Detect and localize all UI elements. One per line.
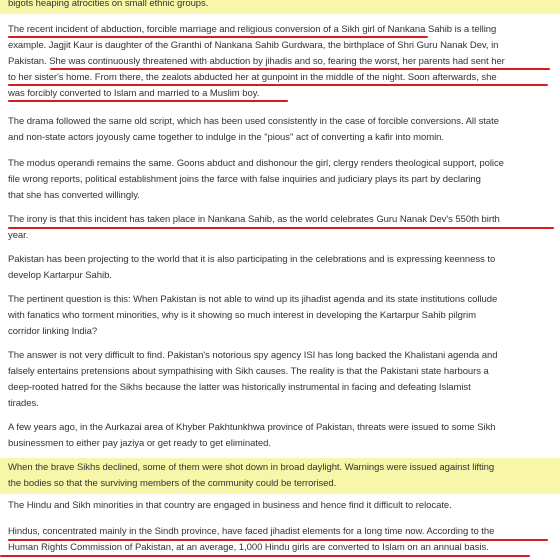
highlighted-paragraph: [0, 458, 560, 494]
red-underline: [8, 100, 288, 102]
text-line: tirades.: [8, 398, 39, 409]
text-line: The drama followed the same old script, which has been used consistently in the case of forcible conversions. All state: [8, 116, 499, 127]
text-line: A few years ago, in the Aurkazai area of Khyber Pakhtunkhwa province of Pakistan, threats were issued to some Sikh: [8, 422, 496, 433]
text-line: example. Jagjit Kaur is daughter of the Granthi of Nankana Sahib Gurdwara, the birthplace of Shri Guru Nanak Dev, in: [8, 40, 499, 51]
text-line: corridor linking India?: [8, 326, 98, 337]
red-underline: [0, 555, 530, 557]
text-line: and non-state actors joyously came together to indulge in the "pious" act of converting a kafir into momin.: [8, 132, 444, 143]
text-line: file wrong reports, political establishment joins the farce with false inquiries and judiciary plays its part by declaring: [8, 174, 481, 185]
article-paragraph: [8, 22, 554, 102]
red-underline: [8, 36, 428, 38]
text-line: to her sister's home. From there, the zealots abducted her at gunpoint in the middle of the night. Soon afterwards, she: [8, 72, 497, 83]
text-line: The pertinent question is this: When Pakistan is not able to wind up its jihadist agenda and its state institutions collude: [8, 294, 498, 305]
text-line: The modus operandi remains the same. Goons abduct and dishonour the girl, clergy renders theological support, police: [8, 158, 504, 169]
red-underline: [50, 68, 550, 70]
text-line: was forcibly converted to Islam and married to a Muslim boy.: [8, 88, 260, 99]
text-line: businessmen to either pay jaziya or get ready to get eliminated.: [8, 438, 271, 449]
text-line: The answer is not very difficult to find. Pakistan's notorious spy agency ISI has long backed the Khalistani agenda and: [8, 350, 498, 361]
text-line: Human Rights Commission of Pakistan, at an average, 1,000 Hindu girls are converted to Islam on an annual basis.: [8, 542, 489, 553]
text-line: deep-rooted hatred for the Sikhs because the latter was historically instrumental in facing and defeating Islamist: [8, 382, 471, 393]
red-underline: [8, 539, 548, 541]
text-line: The recent incident of abduction, forcible marriage and religious conversion of a Sikh girl of Nankana Sahib is a telling: [8, 24, 497, 35]
text-line: that she has converted willingly.: [8, 190, 140, 201]
red-underline: [8, 227, 554, 229]
text-line: falsely entertains pretensions about sympathising with Sikh causes. The reality is that the Pakistani state harbours a: [8, 366, 489, 377]
text-line: with fanatics who torment minorities, why is it showing so much interest in developing the Kartarpur Sahib pilgrim: [8, 310, 476, 321]
article-paragraph: [8, 420, 554, 452]
text-line: bigots heaping atrocities on small ethnic groups.: [8, 0, 209, 9]
article-paragraph: [8, 292, 554, 340]
text-line: Pakistan. She was continuously threatened with abduction by jihadis and so, fearing the worst, her parents had sent her: [8, 56, 505, 67]
text-line: develop Kartarpur Sahib.: [8, 270, 112, 281]
text-line: Hindus, concentrated mainly in the Sindh province, have faced jihadist elements for a long time now. According to the: [8, 526, 495, 537]
article-paragraph: [8, 252, 554, 284]
article-paragraph: [8, 348, 554, 412]
text-line: the bodies so that the surviving members of the community could be terrorised.: [8, 478, 337, 489]
text-line: The Hindu and Sikh minorities in that country are engaged in business and hence find it difficult to relocate.: [8, 500, 452, 511]
red-underline: [8, 84, 548, 86]
article-paragraph: [8, 0, 554, 12]
text-line: When the brave Sikhs declined, some of them were shot down in broad daylight. Warnings were issued against lifting: [8, 462, 495, 473]
text-line: Pakistan has been projecting to the world that it is also participating in the celebrations and is expressing keenness to: [8, 254, 496, 265]
article-paragraph: [8, 114, 554, 146]
article-paragraph: [8, 156, 554, 204]
text-line: The irony is that this incident has taken place in Nankana Sahib, as the world celebrates Guru Nanak Dev's 550th birth: [8, 214, 500, 225]
article-paragraph: [8, 498, 554, 514]
text-line: year.: [8, 230, 29, 241]
